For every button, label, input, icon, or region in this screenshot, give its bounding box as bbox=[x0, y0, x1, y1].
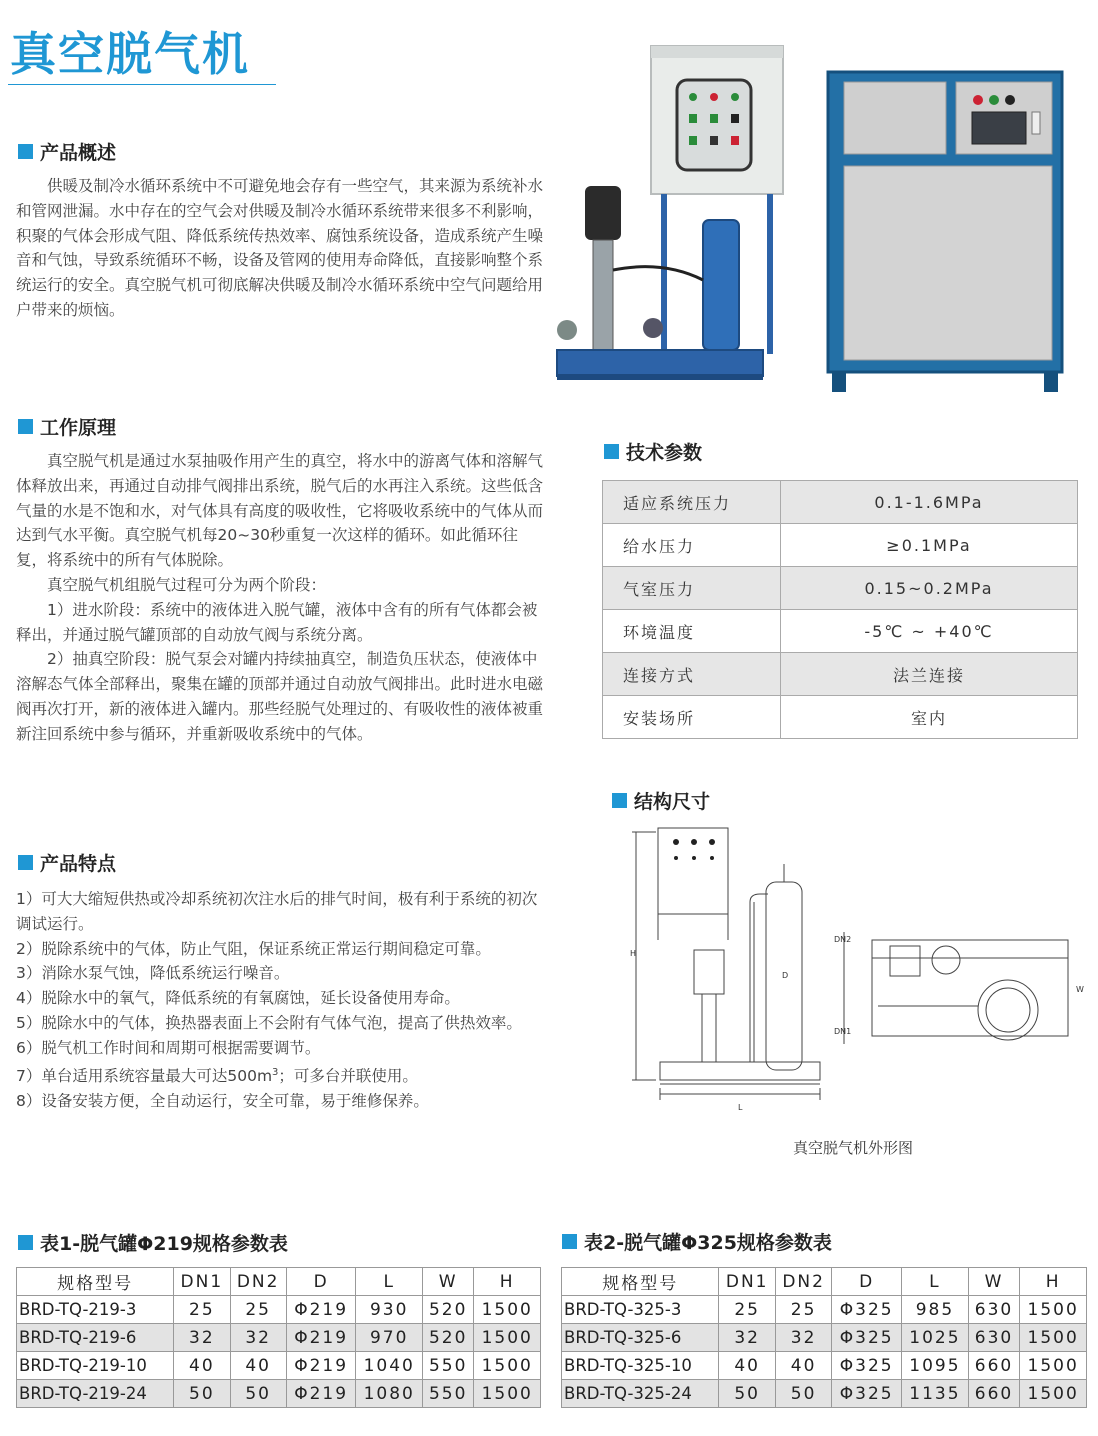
overview-text bbox=[16, 174, 546, 323]
list-item: 4）脱除水中的氧气，降低系统的有氧腐蚀，延长设备使用寿命。 bbox=[16, 989, 460, 1008]
cell: 550 bbox=[423, 1352, 474, 1380]
cell: 1040 bbox=[356, 1352, 423, 1380]
principle-heading bbox=[18, 413, 116, 440]
cell: 1025 bbox=[902, 1324, 969, 1352]
features-heading bbox=[18, 849, 116, 876]
col-header: D bbox=[286, 1268, 356, 1296]
tech-key: 安装场所 bbox=[603, 696, 781, 739]
col-header: DN1 bbox=[719, 1268, 775, 1296]
tech-value: 室内 bbox=[781, 696, 1078, 739]
table-row bbox=[562, 1296, 1087, 1324]
cell: Φ325 bbox=[832, 1296, 902, 1324]
table-header-row bbox=[17, 1268, 541, 1296]
list-item: 8）设备安装方便，全自动运行，安全可靠，易于维修保养。 bbox=[16, 1091, 429, 1110]
table-row bbox=[17, 1296, 541, 1324]
cell: 50 bbox=[719, 1380, 775, 1408]
cell: Φ325 bbox=[832, 1380, 902, 1408]
cell: BRD-TQ-219-3 bbox=[17, 1296, 174, 1324]
principle-text bbox=[16, 449, 546, 747]
tech-heading bbox=[604, 438, 702, 465]
cell: 50 bbox=[775, 1380, 831, 1408]
cell: Φ219 bbox=[286, 1324, 356, 1352]
cell: 520 bbox=[423, 1324, 474, 1352]
col-header: H bbox=[1020, 1268, 1087, 1296]
cell: 32 bbox=[719, 1324, 775, 1352]
features-heading-text: 产品特点 bbox=[40, 853, 117, 875]
dim-label-dn1: DN1 bbox=[834, 1027, 852, 1036]
cell: 1500 bbox=[1020, 1324, 1087, 1352]
tech-value: ≥0.1MPa bbox=[781, 524, 1078, 567]
table-row bbox=[562, 1352, 1087, 1380]
dim-label-w: W bbox=[1076, 985, 1084, 994]
structure-caption: 真空脱气机外形图 bbox=[793, 1139, 914, 1157]
tech-params-table bbox=[602, 480, 1078, 739]
structure-heading-text: 结构尺寸 bbox=[634, 791, 711, 813]
cell: 520 bbox=[423, 1296, 474, 1324]
table-row bbox=[603, 610, 1078, 653]
table-row bbox=[17, 1352, 541, 1380]
cell: 1500 bbox=[1020, 1352, 1087, 1380]
overview-heading-text: 产品概述 bbox=[40, 142, 117, 164]
col-header: DN2 bbox=[230, 1268, 286, 1296]
tech-key: 气室压力 bbox=[603, 567, 781, 610]
table-header-row bbox=[562, 1268, 1087, 1296]
dim-label-d: D bbox=[782, 971, 789, 980]
cell: 985 bbox=[902, 1296, 969, 1324]
table2-heading-text: 表2-脱气罐Φ325规格参数表 bbox=[584, 1232, 832, 1254]
section-square-icon bbox=[18, 855, 33, 870]
cell: Φ219 bbox=[286, 1296, 356, 1324]
title-underline bbox=[8, 84, 276, 85]
tech-value: -5℃ ~ +40℃ bbox=[781, 610, 1078, 653]
tech-value: 0.15~0.2MPa bbox=[781, 567, 1078, 610]
page-title: 真空脱气机 bbox=[10, 27, 250, 81]
col-header: 规格型号 bbox=[562, 1268, 719, 1296]
cell: 930 bbox=[356, 1296, 423, 1324]
cell: 660 bbox=[968, 1380, 1020, 1408]
cell: 25 bbox=[719, 1296, 775, 1324]
table-row bbox=[603, 696, 1078, 739]
section-square-icon bbox=[604, 444, 619, 459]
feature-7-text: 7）单台适用系统容量最大可达500m bbox=[16, 1066, 273, 1085]
section-square-icon bbox=[612, 793, 627, 808]
list-item: 5）脱除水中的气体，换热器表面上不会附有气体气泡，提高了供热效率。 bbox=[16, 1013, 522, 1032]
table1-heading bbox=[18, 1229, 288, 1256]
cell: 1500 bbox=[1020, 1380, 1087, 1408]
cell: 50 bbox=[174, 1380, 230, 1408]
list-item bbox=[16, 1061, 546, 1089]
product-photo-cabinet-unit bbox=[826, 70, 1066, 395]
cell: BRD-TQ-219-10 bbox=[17, 1352, 174, 1380]
cell: 1500 bbox=[474, 1352, 541, 1380]
section-square-icon bbox=[18, 419, 33, 434]
cell: 660 bbox=[968, 1352, 1020, 1380]
col-header: W bbox=[968, 1268, 1020, 1296]
table-row bbox=[17, 1380, 541, 1408]
cell: 1135 bbox=[902, 1380, 969, 1408]
list-item: 6）脱气机工作时间和周期可根据需要调节。 bbox=[16, 1038, 321, 1057]
cell: 40 bbox=[719, 1352, 775, 1380]
cell: 970 bbox=[356, 1324, 423, 1352]
cell: 40 bbox=[174, 1352, 230, 1380]
cell: BRD-TQ-219-6 bbox=[17, 1324, 174, 1352]
principle-paragraph-2: 真空脱气机组脱气过程可分为两个阶段： bbox=[47, 575, 327, 594]
cell: BRD-TQ-325-3 bbox=[562, 1296, 719, 1324]
list-item: 2）脱除系统中的气体，防止气阻，保证系统正常运行期间稳定可靠。 bbox=[16, 939, 491, 958]
col-header: 规格型号 bbox=[17, 1268, 174, 1296]
cell: BRD-TQ-219-24 bbox=[17, 1380, 174, 1408]
cell: Φ325 bbox=[832, 1324, 902, 1352]
product-photo-small-unit bbox=[553, 40, 793, 385]
overview-heading bbox=[18, 138, 116, 165]
cell: 25 bbox=[230, 1296, 286, 1324]
tech-key: 环境温度 bbox=[603, 610, 781, 653]
principle-paragraph-1: 真空脱气机是通过水泵抽吸作用产生的真空，将水中的游离气体和溶解气体释放出来，再通过自动排气阀排出系统，脱气后的水再注入系统。这些低含气量的水是不饱和水，对气体具有高度的吸收性，它将吸收系统中的气体从而达到气水平衡。真空脱气机每20~30秒重复一次这样的循环。如此循环往复，将系统中的所有气体脱除。 bbox=[16, 452, 544, 570]
cell: Φ325 bbox=[832, 1352, 902, 1380]
tech-value: 0.1-1.6MPa bbox=[781, 481, 1078, 524]
col-header: D bbox=[832, 1268, 902, 1296]
col-header: H bbox=[474, 1268, 541, 1296]
cell: 550 bbox=[423, 1380, 474, 1408]
cell: 25 bbox=[775, 1296, 831, 1324]
feature-7-superscript: 3 bbox=[272, 1066, 279, 1078]
table-row bbox=[562, 1324, 1087, 1352]
table-row bbox=[603, 524, 1078, 567]
cell: 1500 bbox=[474, 1380, 541, 1408]
cell: 40 bbox=[775, 1352, 831, 1380]
cell: 1080 bbox=[356, 1380, 423, 1408]
spec-table-219 bbox=[16, 1267, 541, 1408]
tech-value: 法兰连接 bbox=[781, 653, 1078, 696]
tech-key: 连接方式 bbox=[603, 653, 781, 696]
section-square-icon bbox=[562, 1234, 577, 1249]
structure-heading bbox=[612, 787, 710, 814]
section-square-icon bbox=[18, 1235, 33, 1250]
cell: 1500 bbox=[474, 1324, 541, 1352]
list-item: 3）消除水泵气蚀，降低系统运行噪音。 bbox=[16, 964, 290, 983]
cell: 1095 bbox=[902, 1352, 969, 1380]
cell: 1500 bbox=[474, 1296, 541, 1324]
table1-heading-text: 表1-脱气罐Φ219规格参数表 bbox=[40, 1233, 288, 1255]
table-row bbox=[603, 567, 1078, 610]
cell: BRD-TQ-325-10 bbox=[562, 1352, 719, 1380]
cell: BRD-TQ-325-6 bbox=[562, 1324, 719, 1352]
table2-heading bbox=[562, 1228, 832, 1255]
principle-heading-text: 工作原理 bbox=[40, 417, 117, 439]
cell: 50 bbox=[230, 1380, 286, 1408]
col-header: DN2 bbox=[775, 1268, 831, 1296]
principle-paragraph-4: 2）抽真空阶段：脱气泵会对罐内持续抽真空，制造负压状态，使液体中溶解态气体全部释出，聚集在罐的顶部并通过自动放气阀排出。此时进水电磁阀再次打开，新的液体进入罐内。那些经脱气处理过的、有吸收性的液体被重新注回系统中参与循环，并重新吸收系统中的气体。 bbox=[16, 650, 544, 743]
table-row bbox=[562, 1380, 1087, 1408]
dim-label-dn2: DN2 bbox=[834, 935, 852, 944]
table-row bbox=[17, 1324, 541, 1352]
col-header: W bbox=[423, 1268, 474, 1296]
cell: 32 bbox=[775, 1324, 831, 1352]
col-header: L bbox=[902, 1268, 969, 1296]
cell: Φ219 bbox=[286, 1352, 356, 1380]
dim-label-l: L bbox=[738, 1103, 743, 1112]
cell: 630 bbox=[968, 1324, 1020, 1352]
dim-label-h: H bbox=[630, 949, 637, 958]
spec-table-325 bbox=[561, 1267, 1087, 1408]
cell: 32 bbox=[230, 1324, 286, 1352]
cell: 1500 bbox=[1020, 1296, 1087, 1324]
col-header: DN1 bbox=[174, 1268, 230, 1296]
cell: 630 bbox=[968, 1296, 1020, 1324]
section-square-icon bbox=[18, 144, 33, 159]
cell: Φ219 bbox=[286, 1380, 356, 1408]
tech-heading-text: 技术参数 bbox=[626, 442, 703, 464]
table-row bbox=[603, 653, 1078, 696]
tech-key: 给水压力 bbox=[603, 524, 781, 567]
features-list bbox=[16, 887, 546, 1113]
col-header: L bbox=[356, 1268, 423, 1296]
list-item: 1）可大大缩短供热或冷却系统初次注水后的排气时间，极有利于系统的初次调试运行。 bbox=[16, 890, 538, 933]
cell: 25 bbox=[174, 1296, 230, 1324]
feature-7-text-end: ；可多台并联使用。 bbox=[278, 1066, 418, 1085]
overview-paragraph: 供暖及制冷水循环系统中不可避免地会存有一些空气，其来源为系统补水和管网泄漏。水中存在的空气会对供暖及制冷水循环系统带来很多不利影响，积聚的气体会形成气阻、降低系统传热效率、腐蚀系统设备，造成系统产生噪音和气蚀，导致系统循环不畅，设备及管网的使用寿命降低，直接影响整个系统运行的安全。真空脱气机可彻底解决供暖及制冷水循环系统中空气问题给用户带来的烦恼。 bbox=[16, 177, 544, 319]
table-row bbox=[603, 481, 1078, 524]
principle-paragraph-3: 1）进水阶段：系统中的液体进入脱气罐，液体中含有的所有气体都会被释出，并通过脱气罐顶部的自动放气阀与系统分离。 bbox=[16, 600, 538, 644]
cell: 32 bbox=[174, 1324, 230, 1352]
cell: 40 bbox=[230, 1352, 286, 1380]
tech-key: 适应系统压力 bbox=[603, 481, 781, 524]
cell: BRD-TQ-325-24 bbox=[562, 1380, 719, 1408]
structure-drawing bbox=[628, 822, 1088, 1122]
